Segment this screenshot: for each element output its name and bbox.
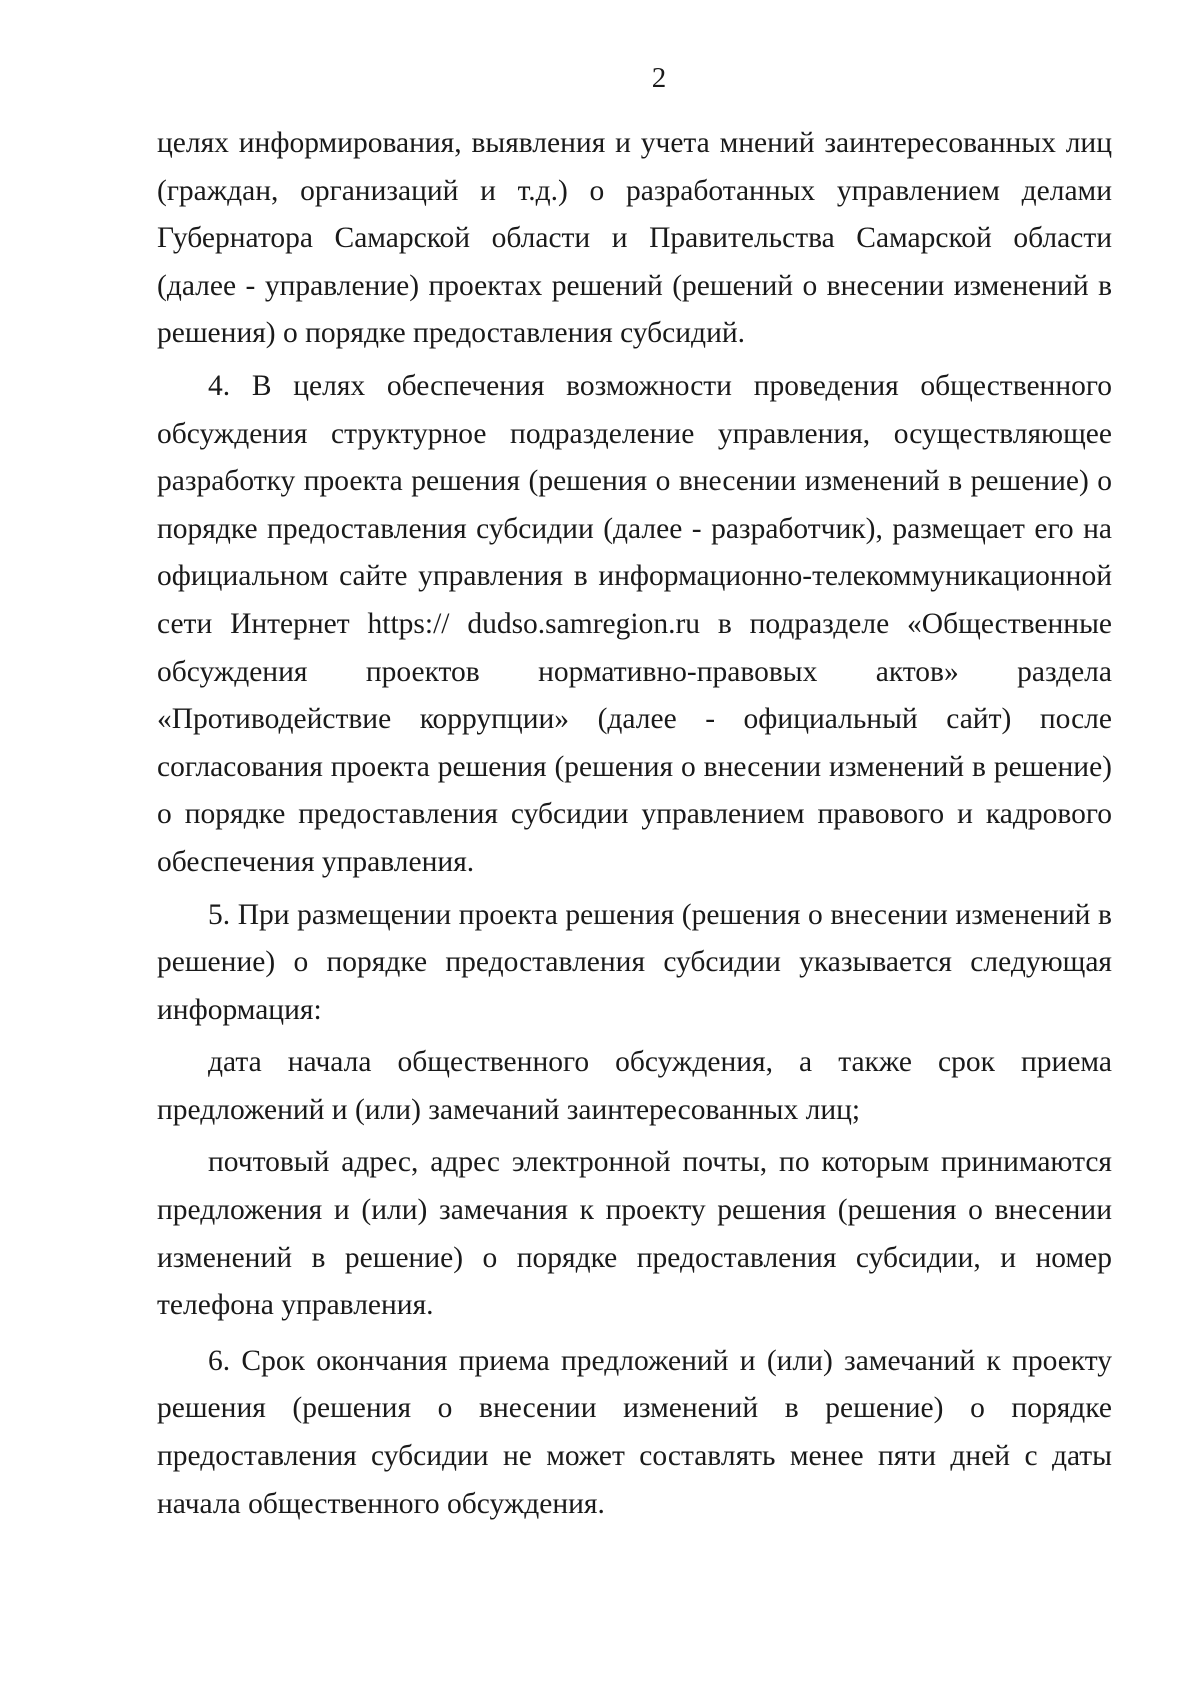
paragraph-continuation: целях информирования, выявления и учета мнений заинтересованных лиц (граждан, организаций и т.д.) о разработанных управлением делами Губернатора Самарской области и Правительства Самарской области (далее - управление) проектах решений (решений о внесении изменений в решения) о порядке предоставления субсидий. [157, 127, 1112, 350]
paragraph-item-5: 5. При размещении проекта решения (решения о внесении изменений в решение) о порядке предоставления субсидии указывается следующая информация: [157, 898, 1112, 1026]
paragraph-contacts: почтовый адрес, адрес электронной почты, по которым принимаются предложения и (или) замечания к проекту решения (решения о внесении изменений в решение) о порядке предоставления субсидии, и номер телефона управления. [157, 1146, 1112, 1322]
paragraph-item-4: 4. В целях обеспечения возможности проведения общественного обсуждения структурное подразделение управления, осуществляющее разработку проекта решения (решения о внесении изменений в решение) о порядке предоставления субсидии (далее - разработчик), размещает его на официальном сайте управления в информационно-телекоммуникационной сети Интернет https:// dudso.samregion.ru в подразделе «Общественные обсуждения проектов нормативно-правовых актов» раздела «Противодействие коррупции» (далее - официальный сайт) после согласования проекта решения (решения о внесении изменений в решение) о порядке предоставления субсидии управлением правового и кадрового обеспечения управления. [157, 369, 1112, 878]
document-body [157, 120, 1112, 1528]
paragraph-item-6: 6. Срок окончания приема предложений и (или) замечаний к проекту решения (решения о внесении изменений в решение) о порядке предоставления субсидии не может составлять менее пяти дней с даты начала общественного обсуждения. [157, 1344, 1112, 1520]
paragraph-start-date: дата начала общественного обсуждения, а также срок приема предложений и (или) замечаний заинтересованных лиц; [157, 1046, 1112, 1126]
page-number: 2 [651, 62, 667, 94]
